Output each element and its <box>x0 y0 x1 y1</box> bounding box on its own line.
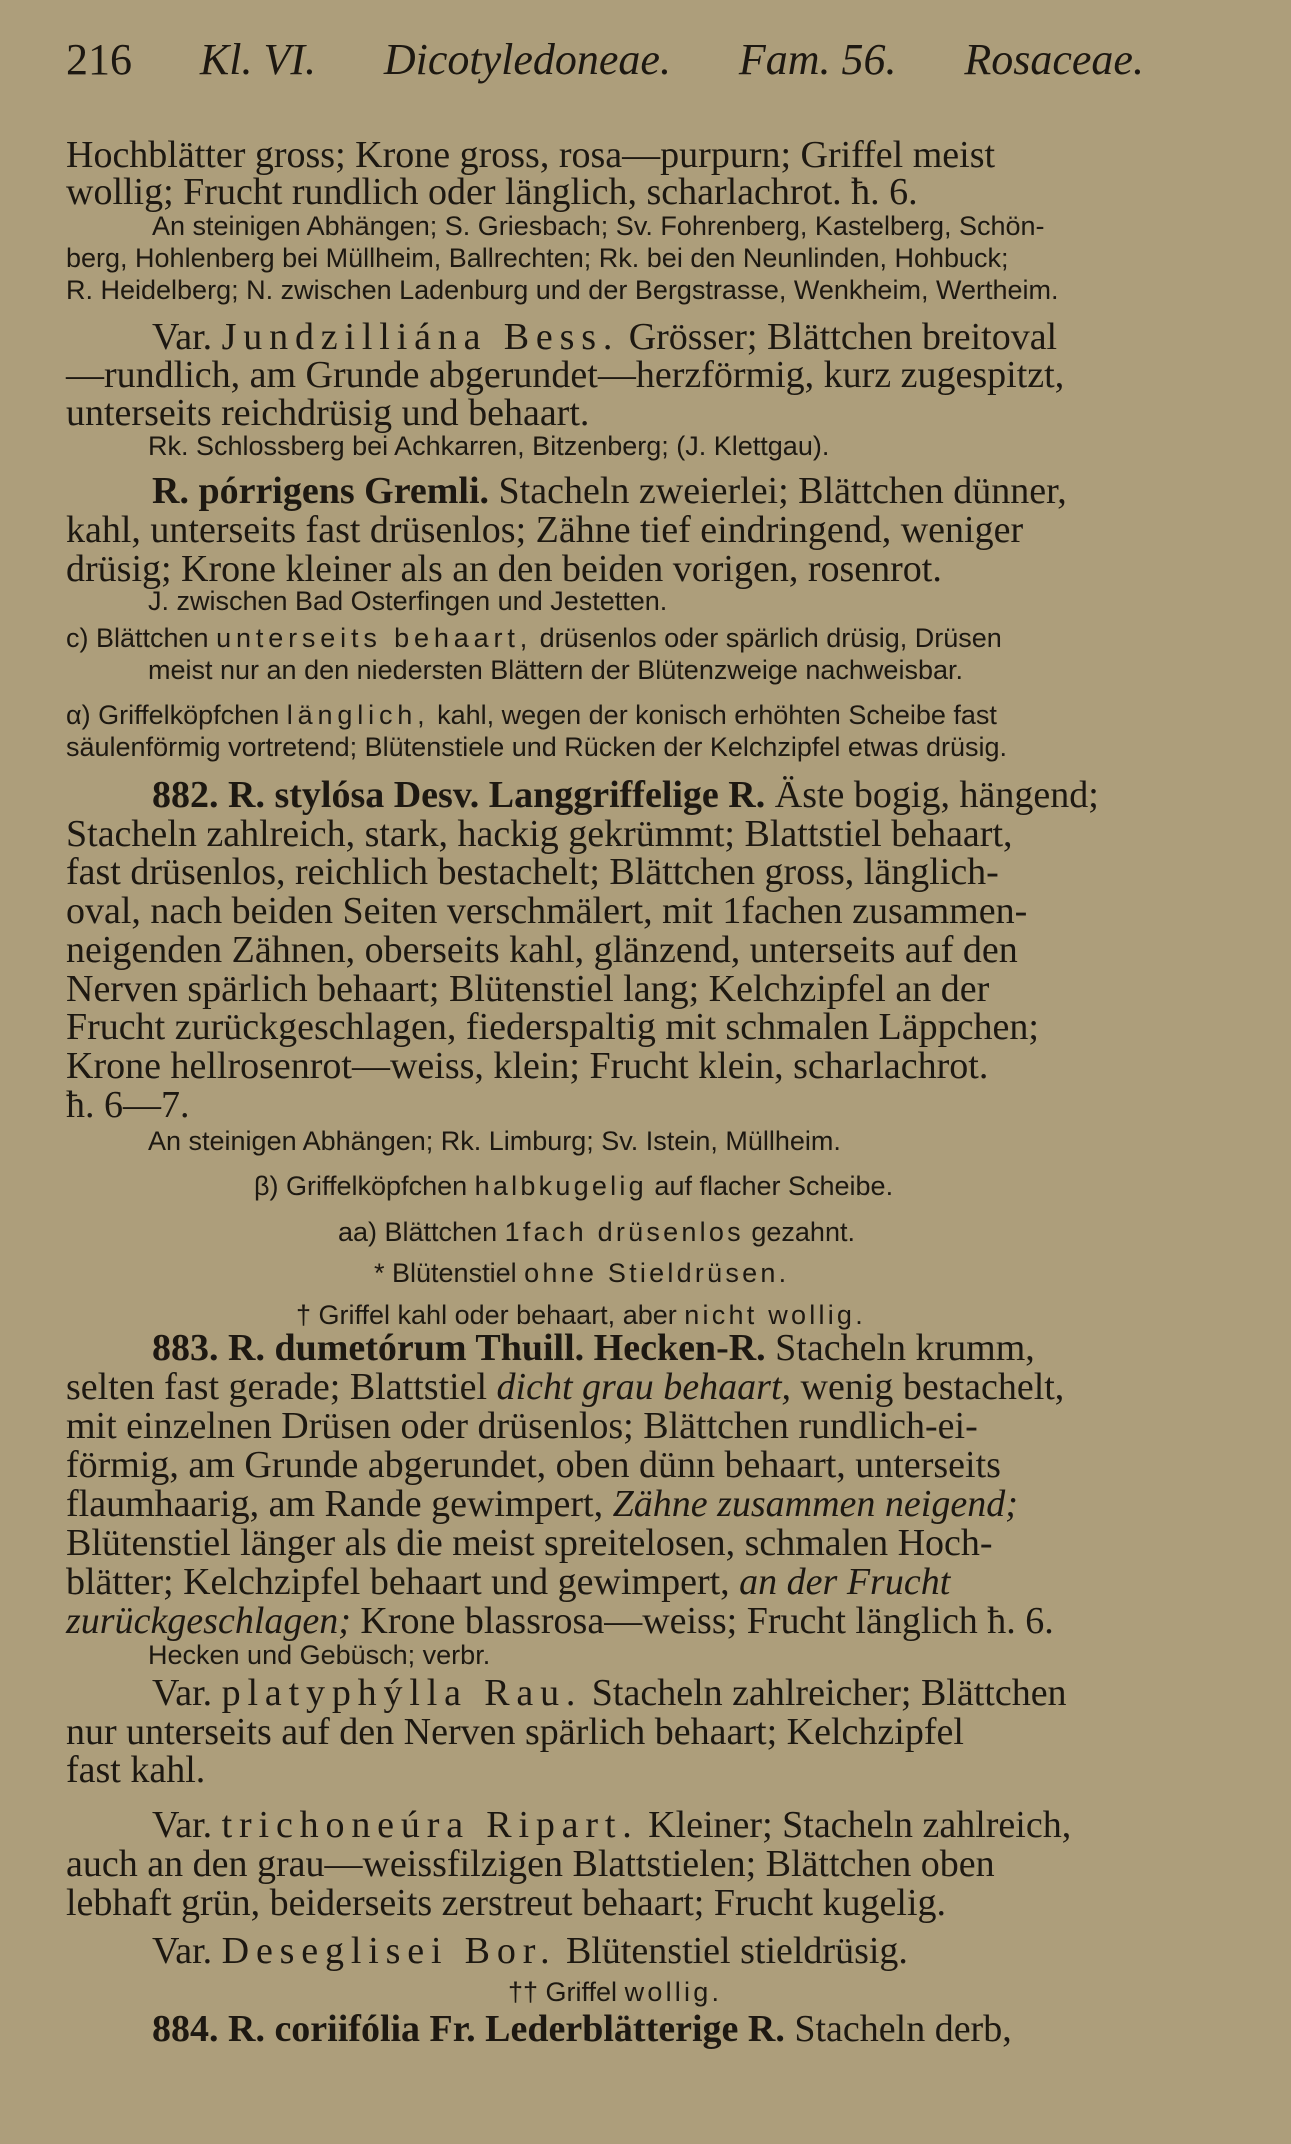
text-line: mit einzelnen Drüsen oder drüsenlos; Blättchen rundlich-ei- <box>66 1405 978 1447</box>
text-line: fast kahl. <box>66 1749 206 1791</box>
variety-heading: Var. Deseglisei Bor. Blütenstiel stieldrüsig. <box>152 1930 908 1972</box>
key-line: α) Griffelköpfchen länglich, kahl, wegen der konisch erhöhten Scheibe fast <box>66 700 997 730</box>
variety-heading: Var. platyphýlla Rau. Stacheln zahlreicher; Blättchen <box>152 1672 1067 1714</box>
text-line: wollig; Frucht rundlich oder länglich, scharlachrot. ħ. 6. <box>66 171 918 213</box>
key-line: säulenförmig vortretend; Blütenstiele und Rücken der Kelchzipfel etwas drüsig. <box>66 732 1008 762</box>
common-name: Hecken-R. <box>593 1327 766 1369</box>
text-line: unterseits reichdrüsig und behaart. <box>66 392 590 434</box>
variety-name: trichoneúra Ripart. <box>221 1804 639 1846</box>
locality-line: R. Heidelberg; N. zwischen Ladenburg und der Bergstrasse, Wenkheim, Wertheim. <box>66 275 1059 305</box>
text-line: Stacheln zahlreich, stark, hackig gekrümmt; Blattstiel behaart, <box>66 813 1013 855</box>
key-line: β) Griffelköpfchen halbkugelig auf flacher Scheibe. <box>254 1171 894 1201</box>
key-line: * Blütenstiel ohne Stieldrüsen. <box>374 1258 790 1288</box>
header-group: Dicotyledoneae. <box>383 35 671 84</box>
text-line: drüsig; Krone kleiner als an den beiden vorigen, rosenrot. <box>66 548 942 590</box>
text-line: Blütenstiel länger als die meist spreitelosen, schmalen Hoch- <box>66 1522 993 1564</box>
text-line: auch an den grau—weissfilzigen Blattstielen; Blättchen oben <box>66 1843 995 1885</box>
variety-heading: Var. trichoneúra Ripart. Kleiner; Stacheln zahlreich, <box>152 1804 1072 1846</box>
text-line: Nerven spärlich behaart; Blütenstiel lang; Kelchzipfel an der <box>66 968 990 1010</box>
key-line: †† Griffel wollig. <box>508 1977 723 2007</box>
species-name: 882. R. stylósa Desv. <box>152 774 480 816</box>
running-header <box>66 35 1144 84</box>
variety-name: platyphýlla Rau. <box>221 1672 583 1714</box>
common-name: Lederblätterige R. <box>485 2008 785 2050</box>
header-family: Fam. 56. <box>738 35 897 84</box>
header-family-name: Rosaceae. <box>964 35 1144 84</box>
text-line: Krone hellrosenrot—weiss, klein; Frucht klein, scharlachrot. <box>66 1045 989 1087</box>
species-heading: 882. R. stylósa Desv. Langgriffelige R. Äste bogig, hängend; <box>152 774 1099 816</box>
text-line: kahl, unterseits fast drüsenlos; Zähne tief eindringend, weniger <box>66 509 1024 551</box>
species-heading: 883. R. dumetórum Thuill. Hecken-R. Stacheln krumm, <box>152 1327 1035 1369</box>
text-line: —rundlich, am Grunde abgerundet—herzförmig, kurz zugespitzt, <box>66 354 1065 396</box>
text-line: selten fast gerade; Blattstiel dicht grau behaart, wenig bestachelt, <box>66 1366 1065 1408</box>
variety-name: Deseglisei Bor. <box>221 1930 557 1972</box>
species-heading: R. pórrigens Gremli. Stacheln zweierlei; Blättchen dünner, <box>152 470 1067 512</box>
key-line: meist nur an den niedersten Blättern der Blütenzweige nachweisbar. <box>148 655 963 685</box>
species-name: 883. R. dumetórum Thuill. <box>152 1327 585 1369</box>
header-class: Kl. VI. <box>199 35 316 84</box>
locality-line: berg, Hohlenberg bei Müllheim, Ballrechten; Rk. bei den Neunlinden, Hohbuck; <box>66 243 1009 273</box>
text-line: neigenden Zähnen, oberseits kahl, glänzend, unterseits auf den <box>66 929 1018 971</box>
text-line: nur unterseits auf den Nerven spärlich behaart; Kelchzipfel <box>66 1711 964 1753</box>
key-line: aa) Blättchen 1fach drüsenlos gezahnt. <box>338 1217 855 1247</box>
species-heading: 884. R. coriifólia Fr. Lederblätterige R. Stacheln derb, <box>152 2008 1012 2050</box>
page-number: 216 <box>66 35 132 84</box>
text-line: oval, nach beiden Seiten verschmälert, mit 1fachen zusammen- <box>66 890 1028 932</box>
locality-line: Hecken und Gebüsch; verbr. <box>148 1640 491 1670</box>
species-name: 884. R. coriifólia Fr. <box>152 2008 476 2050</box>
locality-line: An steinigen Abhängen; S. Griesbach; Sv. Fohrenberg, Kastelberg, Schön- <box>152 211 1045 241</box>
locality-line: Rk. Schlossberg bei Achkarren, Bitzenberg; (J. Klettgau). <box>148 431 830 461</box>
text-line: förmig, am Grunde abgerundet, oben dünn behaart, unterseits <box>66 1444 1001 1486</box>
text-line: zurückgeschlagen; Krone blassrosa—weiss; Frucht länglich ħ. 6. <box>66 1600 1054 1642</box>
key-line: † Griffel kahl oder behaart, aber nicht wollig. <box>296 1300 866 1330</box>
variety-name: Jundzilliána Bess. <box>221 316 620 358</box>
species-name: R. pórrigens Gremli. <box>152 470 490 512</box>
key-line: c) Blättchen unterseits behaart, drüsenlos oder spärlich drüsig, Drüsen <box>66 623 1002 653</box>
variety-heading: Var. Jundzilliána Bess. Grösser; Blättchen breitoval <box>152 316 1058 358</box>
text-line: fast drüsenlos, reichlich bestachelt; Blättchen gross, länglich- <box>66 851 999 893</box>
text-line: ħ. 6—7. <box>66 1084 190 1126</box>
text-line: blätter; Kelchzipfel behaart und gewimpert, an der Frucht <box>66 1561 951 1603</box>
locality-line: J. zwischen Bad Osterfingen und Jestetten. <box>148 586 668 616</box>
text-line: Hochblätter gross; Krone gross, rosa—purpurn; Griffel meist <box>66 134 996 176</box>
text-line: flaumhaarig, am Rande gewimpert, Zähne zusammen neigend; <box>66 1483 1018 1525</box>
text-line: Frucht zurückgeschlagen, fiederspaltig mit schmalen Läppchen; <box>66 1006 1039 1048</box>
locality-line: An steinigen Abhängen; Rk. Limburg; Sv. Istein, Müllheim. <box>148 1126 841 1156</box>
text-line: lebhaft grün, beiderseits zerstreut behaart; Frucht kugelig. <box>66 1882 947 1924</box>
common-name: Langgriffelige R. <box>488 774 766 816</box>
